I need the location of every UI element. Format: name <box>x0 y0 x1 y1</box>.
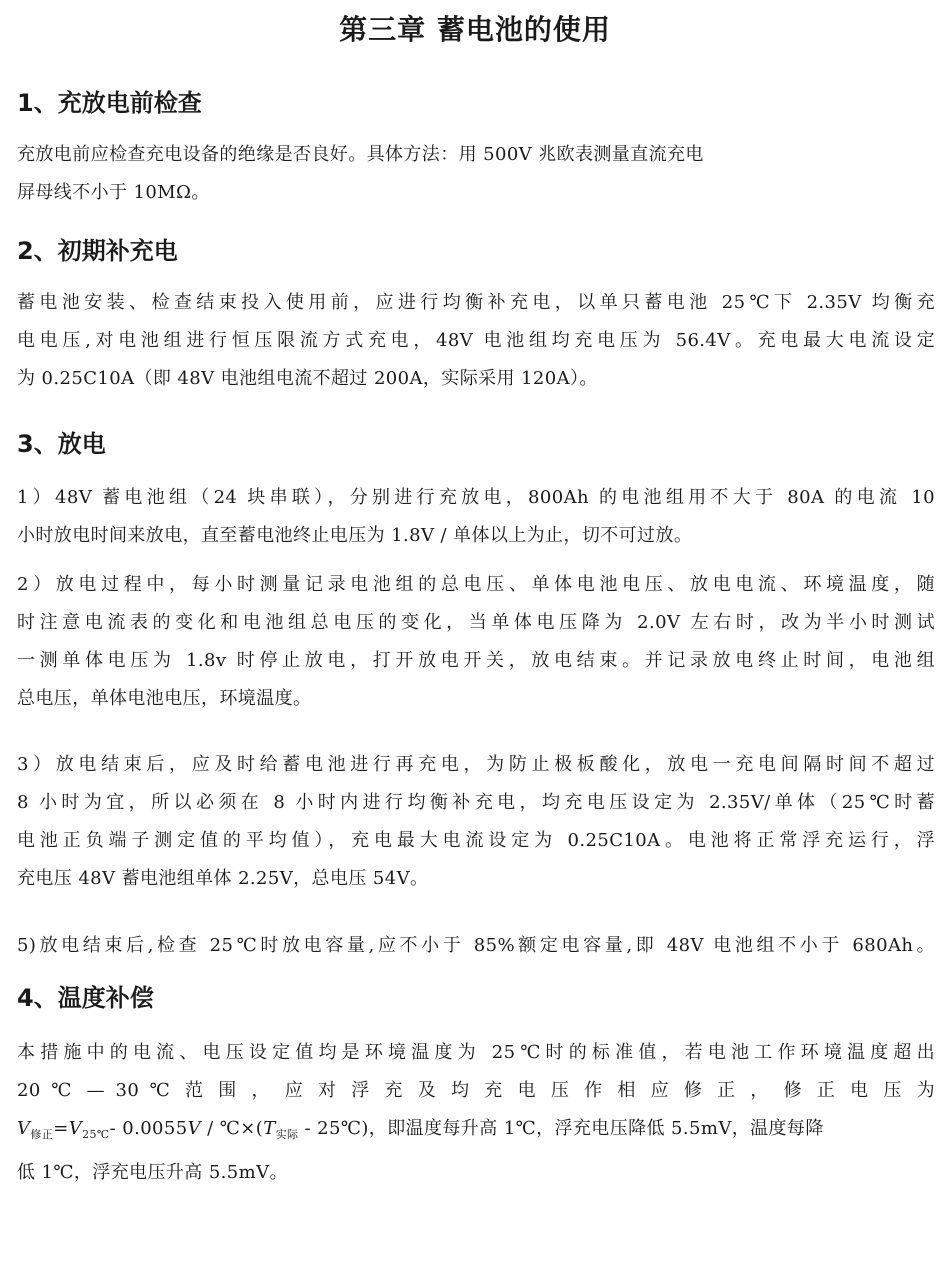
paragraph-line: 屏母线不小于 10MΩ。 <box>17 182 210 203</box>
paragraph-line: 为 0.25C10A（即 48V 电池组电流不超过 200A，实际采用 120A）。 <box>17 368 598 389</box>
discharge-item-1 <box>17 479 935 555</box>
paragraph-line: 总电压，单体电池电压，环境温度。 <box>17 688 312 709</box>
paragraph-line: 8 小时为宜，所以必须在 8 小时内进行均衡补充电，均充电压设定为 2.35V/单体（25℃时蓄 <box>17 792 935 813</box>
discharge-item-3 <box>17 746 935 898</box>
section-heading-4: 4、温度补偿 <box>17 984 154 1012</box>
section-heading-1: 1、充放电前检查 <box>17 89 202 117</box>
formula-after-text: ，即温度每升高 1℃，浮充电压降低 5.5mV，温度每降 <box>368 1118 824 1139</box>
discharge-item-5 <box>17 927 935 965</box>
paragraph-line: 20 ℃ — 30 ℃ 范 围 ， 应 对 浮 充 及 均 充 电 压 作 相 应 修 正 ， 修 正 电 压 为 <box>17 1080 935 1101</box>
paragraph-line: 3）放电结束后，应及时给蓄电池进行再充电，为防止极板酸化，放电一充电间隔时间不超过 <box>17 754 935 775</box>
paragraph-line: 1）48V 蓄电池组（24 块串联），分别进行充放电，800Ah 的电池组用不大于 80A 的电流 10 <box>17 487 935 508</box>
section-heading-2: 2、初期补充电 <box>17 237 178 265</box>
paragraph-line: 本措施中的电流、电压设定值均是环境温度为 25℃时的标准值，若电池工作环境温度超出 <box>17 1042 935 1063</box>
formula-line <box>17 1110 935 1154</box>
formula-v2-sub: 25℃ <box>82 1128 110 1141</box>
section-heading-3: 3、放电 <box>17 430 106 458</box>
formula-v: V <box>17 1118 31 1139</box>
section-2-paragraph <box>17 284 935 398</box>
paragraph-line: 一测单体电压为 1.8v 时停止放电，打开放电开关，放电结束。并记录放电终止时间，电池组 <box>17 650 935 671</box>
paragraph-line: 5)放电结束后,检查 25℃时放电容量,应不小于 85%额定电容量,即 48V 电池组不小于 680Ah。 <box>17 935 935 956</box>
voltage-correction-formula <box>17 1118 369 1139</box>
discharge-item-2 <box>17 566 935 718</box>
formula-unit: / ℃×( <box>201 1118 264 1139</box>
paragraph-line: 蓄电池安装、检查结束投入使用前，应进行均衡补充电，以单只蓄电池 25℃下 2.35V 均衡充 <box>17 292 935 313</box>
formula-mid: - 0.0055 <box>109 1118 188 1139</box>
formula-v2: V <box>68 1118 83 1139</box>
paragraph-line: 电池正负端子测定值的平均值），充电最大电流设定为 0.25C10A。电池将正常浮充运行，浮 <box>17 830 935 851</box>
paragraph-line: 低 1℃，浮充电压升高 5.5mV。 <box>17 1162 288 1183</box>
formula-t: T <box>263 1118 276 1139</box>
formula-t-sub: 实际 <box>275 1128 299 1141</box>
section-4-paragraph <box>17 1034 935 1192</box>
paragraph-line: 2）放电过程中，每小时测量记录电池组的总电压、单体电池电压、放电电流、环境温度，随 <box>17 574 935 595</box>
formula-v3: V <box>187 1118 202 1139</box>
section-1-paragraph <box>17 136 935 212</box>
paragraph-line: 充电压 48V 蓄电池组单体 2.25V，总电压 54V。 <box>17 868 429 889</box>
formula-v-sub: 修正 <box>30 1128 54 1141</box>
paragraph-line: 电电压,对电池组进行恒压限流方式充电，48V 电池组均充电压为 56.4V。充电最大电流设定 <box>17 330 935 351</box>
chapter-title: 第三章 蓄电池的使用 <box>339 13 611 46</box>
paragraph-line: 时注意电流表的变化和电池组总电压的变化，当单体电压降为 2.0V 左右时，改为半小时测试 <box>17 612 935 633</box>
formula-eq: = <box>53 1118 69 1139</box>
paragraph-line: 小时放电时间来放电，直至蓄电池终止电压为 1.8V / 单体以上为止，切不可过放。 <box>17 525 693 546</box>
paragraph-line: 充放电前应检查充电设备的绝缘是否良好。具体方法：用 500V 兆欧表测量直流充电 <box>17 144 704 165</box>
formula-tail: - 25℃) <box>298 1118 369 1139</box>
